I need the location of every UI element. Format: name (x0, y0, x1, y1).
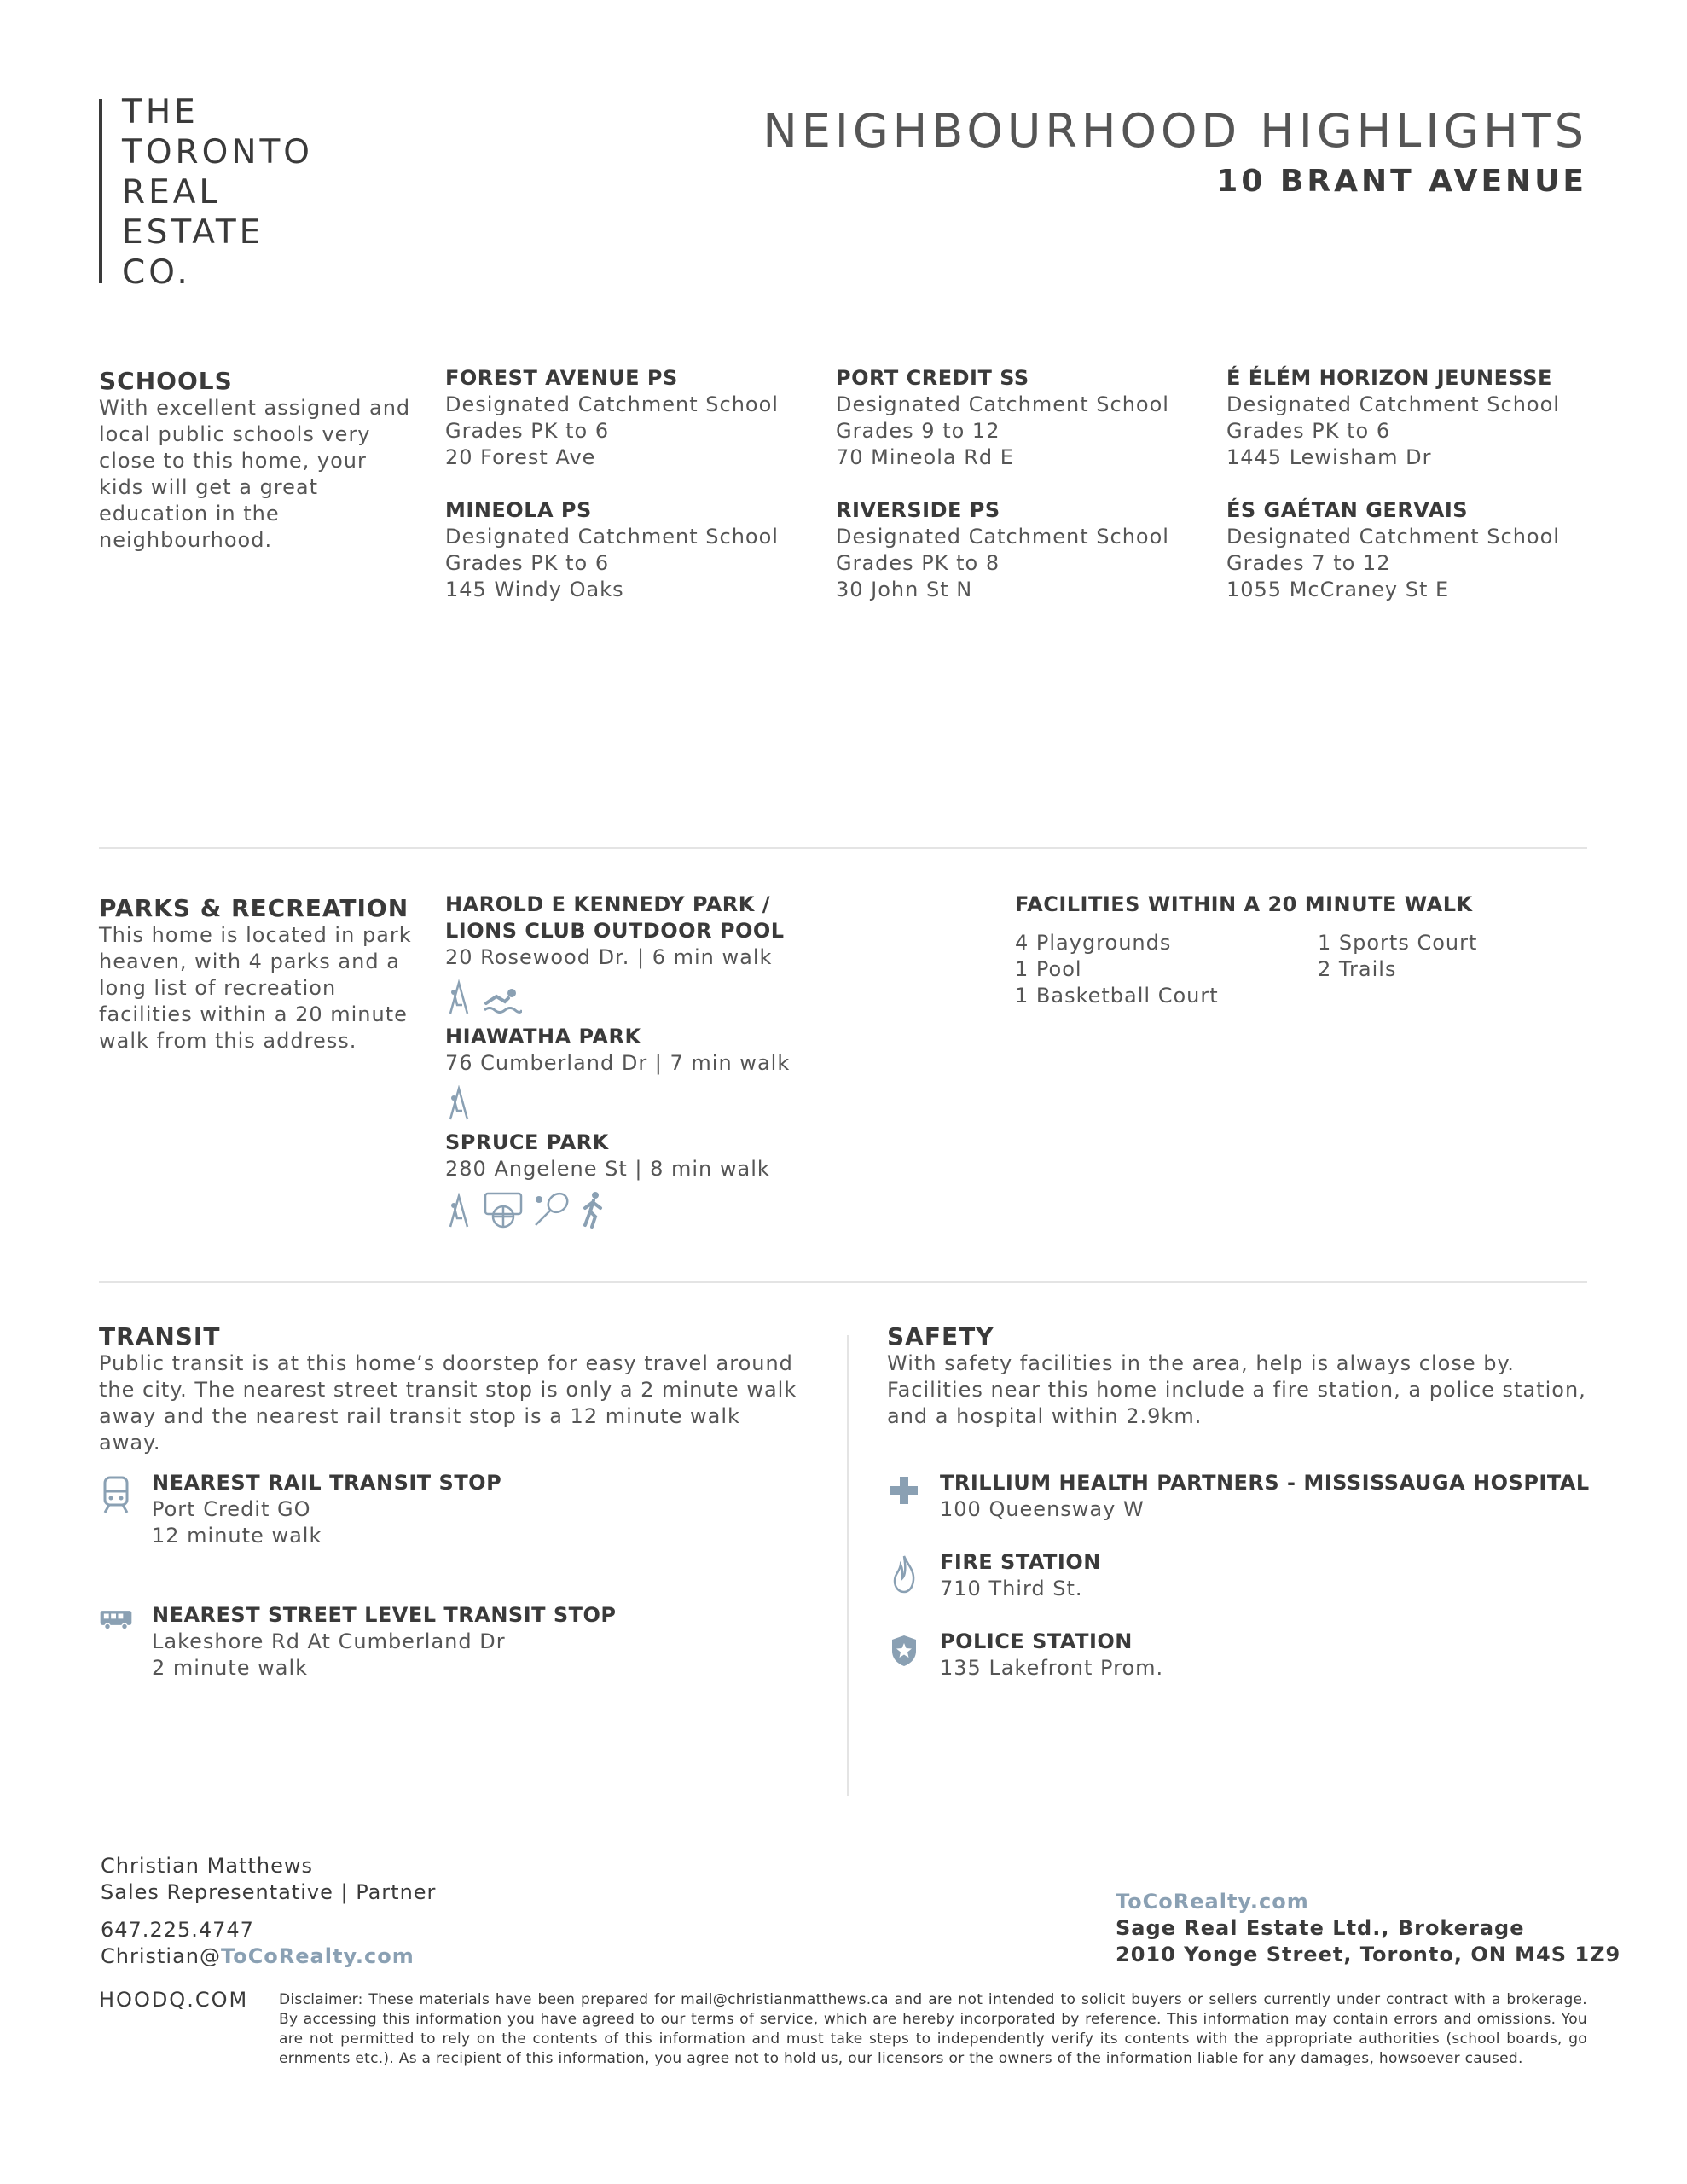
school-type: Designated Catchment School (445, 392, 779, 416)
facilities-list (1015, 930, 1574, 1009)
rail-stop-walk: 12 minute walk (152, 1524, 322, 1548)
playground-icon (445, 1085, 474, 1121)
facilities-block (1015, 892, 1574, 1009)
agent-role: Sales Representative | Partner (101, 1880, 437, 1904)
school-name: MINEOLA PS (445, 498, 592, 522)
facility-item: 1 Basketball Court (1015, 984, 1219, 1008)
school-type: Designated Catchment School (1226, 392, 1560, 416)
hospital-item (887, 1470, 1590, 1523)
agent-phone[interactable]: 647.225.4747 (101, 1918, 254, 1942)
school-type: Designated Catchment School (836, 525, 1169, 549)
logo-line: ESTATE (122, 213, 264, 252)
logo-line: CO. (122, 253, 191, 292)
park-item (445, 892, 785, 1015)
school-item (445, 497, 779, 603)
swimming-icon (483, 986, 522, 1015)
fire-station-address: 710 Third St. (940, 1577, 1083, 1600)
school-item (1226, 365, 1560, 471)
street-transit-stop (99, 1602, 617, 1682)
parks-description: This home is located in park heaven, with 4 parks and a long list of recreation facilities within a 20 minute walk from this address. (99, 923, 412, 1053)
park-amenities (445, 1085, 790, 1121)
school-address: 1445 Lewisham Dr (1226, 445, 1432, 469)
school-address: 1055 McCraney St E (1226, 578, 1450, 601)
property-address: 10 BRANT AVENUE (1216, 164, 1587, 199)
train-icon (99, 1470, 133, 1509)
transit-title: TRANSIT (99, 1322, 221, 1350)
email-domain: ToCoRealty.com (221, 1944, 415, 1968)
bus-icon (99, 1602, 133, 1641)
fire-station-title: FIRE STATION (940, 1550, 1101, 1574)
logo-bar (99, 99, 102, 283)
park-name: HIAWATHA PARK (445, 1025, 641, 1048)
safety-title: SAFETY (887, 1322, 994, 1350)
park-detail: 280 Angelene St | 8 min walk (445, 1157, 770, 1181)
park-name: SPRUCE PARK (445, 1130, 609, 1154)
logo-line: THE (122, 93, 199, 131)
brokerage-name: Sage Real Estate Ltd., Brokerage (1116, 1916, 1525, 1940)
school-grades: Grades 7 to 12 (1226, 551, 1391, 575)
school-address: 20 Forest Ave (445, 445, 596, 469)
facility-item: 1 Sports Court (1318, 931, 1478, 955)
school-name: RIVERSIDE PS (836, 498, 1000, 522)
tennis-icon (532, 1191, 571, 1228)
school-grades: Grades 9 to 12 (836, 419, 1000, 443)
rail-stop-name: Port Credit GO (152, 1497, 311, 1521)
park-detail: 76 Cumberland Dr | 7 min walk (445, 1051, 791, 1075)
safety-description: With safety facilities in the area, help is always close by. Facilities near this home include a fire station, a police station, and a hospital within 2.9km. (887, 1351, 1586, 1428)
street-stop-walk: 2 minute walk (152, 1656, 309, 1680)
park-amenities (445, 1191, 770, 1228)
park-amenities (445, 979, 785, 1015)
section-divider (99, 847, 1587, 849)
school-address: 145 Windy Oaks (445, 578, 624, 601)
school-grades: Grades PK to 6 (445, 551, 610, 575)
agent-info (101, 1853, 436, 1970)
park-item (445, 1130, 770, 1228)
hospital-title: TRILLIUM HEALTH PARTNERS - MISSISSAUGA HOSPITAL (940, 1471, 1590, 1495)
running-icon (580, 1191, 606, 1228)
fire-station-item (887, 1549, 1101, 1602)
school-address: 30 John St N (836, 578, 973, 601)
school-name: FOREST AVENUE PS (445, 366, 678, 390)
park-item (445, 1024, 790, 1121)
police-station-address: 135 Lakefront Prom. (940, 1656, 1164, 1680)
flame-icon (887, 1549, 921, 1589)
disclaimer: Disclaimer: These materials have been prepared for mail@christianmatthews.ca and are not intended to solicit buyers or sellers currently under contract with a brokerage. By accessing this information you have agreed to our terms of service, which are hereby incorporated by reference. This information may contain errors and omissions. You are not permitted to rely on the contents of this information and must take steps to independently verify its contents with the appropriate authorities (school boards, go ernments etc.). As a recipient of this information, you agree not to hold us, our licensors or the owners of the information liable for any damages, howsoever caused. (279, 1991, 1587, 2067)
school-type: Designated Catchment School (445, 525, 779, 549)
agent-name: Christian Matthews (101, 1854, 313, 1878)
logo-line: REAL (122, 173, 222, 212)
school-type: Designated Catchment School (836, 392, 1169, 416)
facility-item: 2 Trails (1318, 957, 1397, 981)
brokerage-address: 2010 Yonge Street, Toronto, ON M4S 1Z9 (1116, 1943, 1621, 1966)
shield-icon (887, 1629, 921, 1668)
school-address: 70 Mineola Rd E (836, 445, 1014, 469)
transit-description: Public transit is at this home’s doorstep for easy travel around the city. The nearest street transit stop is only a 2 minute walk away and the nearest rail transit stop is a 12 minute walk away. (99, 1351, 797, 1455)
school-grades: Grades PK to 8 (836, 551, 1000, 575)
basketball-icon (483, 1191, 524, 1228)
playground-icon (445, 979, 474, 1015)
email-user: Christian@ (101, 1944, 222, 1968)
rail-stop-title: NEAREST RAIL TRANSIT STOP (152, 1471, 502, 1495)
school-item (445, 365, 779, 471)
playground-icon (445, 1193, 474, 1228)
schools-description: With excellent assigned and local public schools very close to this home, your kids will get a great education in the neighbourhood. (99, 396, 411, 552)
brokerage-info (1116, 1889, 1620, 1968)
page-title: NEIGHBOURHOOD HIGHLIGHTS (762, 104, 1588, 158)
section-divider (99, 1281, 1587, 1283)
school-type: Designated Catchment School (1226, 525, 1560, 549)
facility-item: 1 Pool (1015, 957, 1082, 981)
hospital-address: 100 Queensway W (940, 1497, 1145, 1521)
schools-title: SCHOOLS (99, 367, 233, 395)
facility-item: 4 Playgrounds (1015, 931, 1172, 955)
school-item (836, 497, 1169, 603)
street-stop-title: NEAREST STREET LEVEL TRANSIT STOP (152, 1603, 617, 1627)
police-station-title: POLICE STATION (940, 1629, 1133, 1653)
school-name: ÉS GAÉTAN GERVAIS (1226, 498, 1469, 522)
park-detail: 20 Rosewood Dr. | 6 min walk (445, 945, 773, 969)
facilities-title: FACILITIES WITHIN A 20 MINUTE WALK (1015, 892, 1473, 916)
school-item (836, 365, 1169, 471)
parks-title: PARKS & RECREATION (99, 894, 409, 922)
column-divider (847, 1335, 849, 1796)
police-station-item (887, 1629, 1163, 1682)
school-grades: Grades PK to 6 (1226, 419, 1391, 443)
logo-line: TORONTO (122, 133, 314, 171)
park-name: HAROLD E KENNEDY PARK / (445, 892, 770, 916)
school-grades: Grades PK to 6 (445, 419, 610, 443)
school-item (1226, 497, 1560, 603)
agent-email[interactable] (101, 1943, 436, 1970)
medical-cross-icon (887, 1470, 921, 1509)
hoodq-brand[interactable]: HOODQ.COM (99, 1988, 249, 2012)
street-stop-name: Lakeshore Rd At Cumberland Dr (152, 1629, 506, 1653)
school-name: PORT CREDIT SS (836, 366, 1029, 390)
school-name: É ÉLÉM HORIZON JEUNESSE (1226, 366, 1552, 390)
website-link[interactable]: ToCoRealty.com (1116, 1890, 1309, 1914)
rail-transit-stop (99, 1470, 501, 1549)
park-name: LIONS CLUB OUTDOOR POOL (445, 919, 785, 943)
